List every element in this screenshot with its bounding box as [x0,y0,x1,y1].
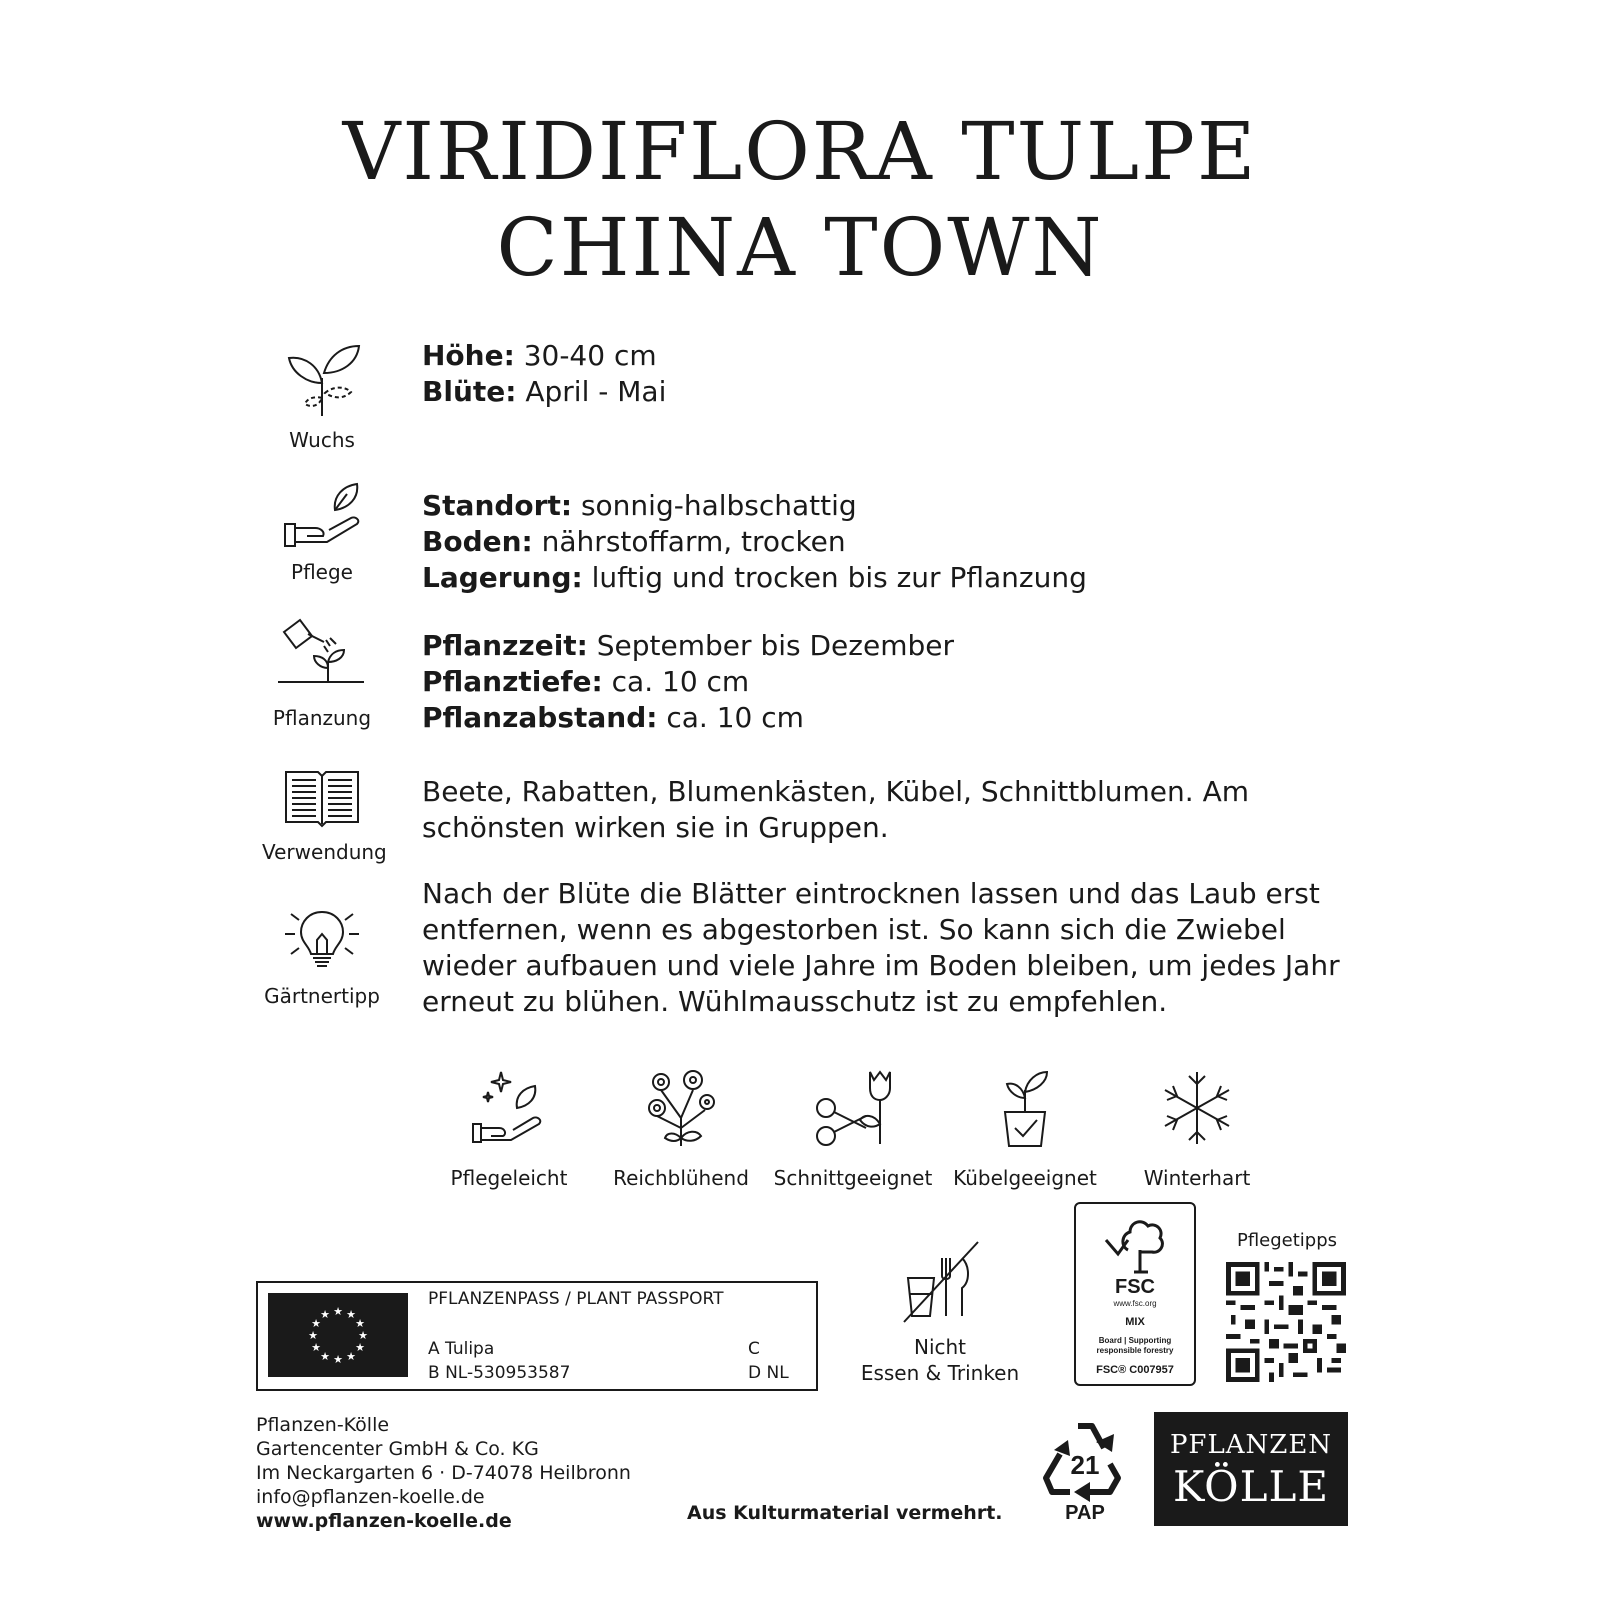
lightbulb-icon [277,904,367,974]
recycling-mark [1040,1412,1130,1532]
feature-label: Kübelgeeignet [953,1166,1097,1190]
pflanzung-label: Pflanzung [272,706,372,730]
svg-text:★: ★ [355,1341,365,1354]
not-food-warning [860,1238,1020,1386]
logo-line-1: PFLANZEN [1169,1430,1333,1460]
feature-schnittgeeignet [768,1068,938,1190]
address-email[interactable]: info@pflanzen-koelle.de [256,1486,485,1508]
book-icon [282,766,362,830]
plant-passport [256,1281,818,1391]
bluete-key: Blüte: [422,375,517,408]
feature-label: Winterhart [1143,1166,1251,1190]
fsc-board: Board | Supporting responsible forestry [1096,1336,1174,1355]
svg-text:★: ★ [311,1317,321,1330]
fsc-url: www.fsc.org [1113,1299,1157,1308]
feature-kuebelgeeignet [940,1068,1110,1190]
svg-text:★: ★ [346,1308,356,1321]
passport-a: A Tulipa [428,1339,495,1359]
feature-pflegeleicht [424,1068,594,1190]
passport-c: C [748,1339,760,1359]
not-food-line-2: Essen & Trinken [860,1361,1020,1385]
svg-text:★: ★ [308,1329,318,1342]
not-food-line-1: Nicht [913,1335,967,1359]
product-title [0,104,1600,296]
hoehe-key: Höhe: [422,339,515,372]
passport-d: D NL [748,1363,789,1383]
address-line-1: Pflanzen-Kölle [256,1414,390,1436]
qr-code-icon[interactable] [1226,1262,1346,1382]
boden-key: Boden: [422,525,533,558]
pflege-label: Pflege [291,560,353,584]
standort-key: Standort: [422,489,573,522]
address-line-2: Gartencenter GmbH & Co. KG [256,1438,539,1460]
pot-check-icon [985,1068,1065,1148]
verwendung-text: Beete, Rabatten, Blumenkästen, Kübel, Schnittblumen. Am schönsten wirken sie in Gruppen. [422,775,1249,844]
fsc-label [1074,1202,1196,1386]
pflanzzeit-value: September bis Dezember [587,629,954,662]
pflanztiefe-key: Pflanztiefe: [422,665,603,698]
culture-note: Aus Kulturmaterial vermehrt. [687,1502,1003,1524]
svg-text:★: ★ [346,1350,356,1363]
title-line-1: VIRIDIFLORA TULPE [342,105,1258,198]
pflanztiefe-value: ca. 10 cm [602,665,750,698]
bluete-value: April - Mai [516,375,667,408]
feature-label: Schnittgeeignet [773,1166,933,1190]
fsc-tree-check-icon [1100,1210,1170,1276]
svg-text:★: ★ [355,1317,365,1330]
hand-leaf-icon [277,480,367,550]
fsc-name: FSC [1115,1276,1155,1298]
address-line-3: Im Neckargarten 6 · D-74078 Heilbronn [256,1462,631,1484]
seedling-leaves-icon [277,338,367,418]
svg-text:★: ★ [311,1341,321,1354]
boden-value: nährstoffarm, trocken [532,525,846,558]
company-address [256,1413,631,1533]
pflanzzeit-key: Pflanzzeit: [422,629,588,662]
verwendung-label: Verwendung [262,840,387,864]
address-website[interactable]: www.pflanzen-koelle.de [256,1510,512,1532]
snowflake-icon [1157,1068,1237,1148]
feature-reichbluehend [596,1068,766,1190]
svg-text:★: ★ [320,1308,330,1321]
fsc-mix: MIX [1125,1316,1145,1328]
lagerung-key: Lagerung: [422,561,583,594]
title-line-2: CHINA TOWN [496,201,1104,294]
no-eat-drink-icon [890,1238,990,1328]
lagerung-value: luftig und trocken bis zur Pflanzung [582,561,1087,594]
gaertnertipp-text: Nach der Blüte die Blätter eintrocknen lassen und das Laub erst entfernen, wenn es abgestorben ist. So kann sich die Zwiebel wieder aufbauen und viele Jahre im Boden bleiben, um jedes Jahr erneut zu blühen. Wühlmausschutz ist zu empfehlen. [422,877,1340,1018]
gaertnertipp-label: Gärtnertipp [264,984,380,1008]
qr-label: Pflegetipps [1236,1230,1338,1251]
wuchs-label: Wuchs [289,428,355,452]
hoehe-value: 30-40 cm [514,339,657,372]
passport-b: B NL-530953587 [428,1363,571,1383]
feature-winterhart [1112,1068,1282,1190]
feature-label: Reichblühend [613,1166,749,1190]
flowers-icon [641,1068,721,1148]
standort-value: sonnig-halbschattig [572,489,857,522]
scissors-tulip-icon [808,1068,898,1148]
care-hand-sparkle-icon [469,1068,549,1148]
pflanzabstand-value: ca. 10 cm [657,701,804,734]
feature-label: Pflegeleicht [450,1166,568,1190]
svg-text:★: ★ [333,1353,343,1366]
pflanzabstand-key: Pflanzabstand: [422,701,658,734]
logo-line-2: KÖLLE [1172,1462,1330,1511]
svg-text:★: ★ [358,1329,368,1342]
watering-can-icon [274,616,370,696]
recycling-triangle-icon [1040,1412,1130,1502]
eu-flag-icon [268,1293,408,1377]
passport-title: PFLANZENPASS / PLANT PASSPORT [428,1289,724,1309]
recycling-number: 21 [1070,1450,1100,1480]
recycling-code: PAP [1065,1502,1105,1524]
svg-text:★: ★ [320,1350,330,1363]
svg-text:★: ★ [333,1305,343,1318]
fsc-code: FSC® C007957 [1096,1364,1174,1376]
brand-logo [1154,1412,1348,1526]
